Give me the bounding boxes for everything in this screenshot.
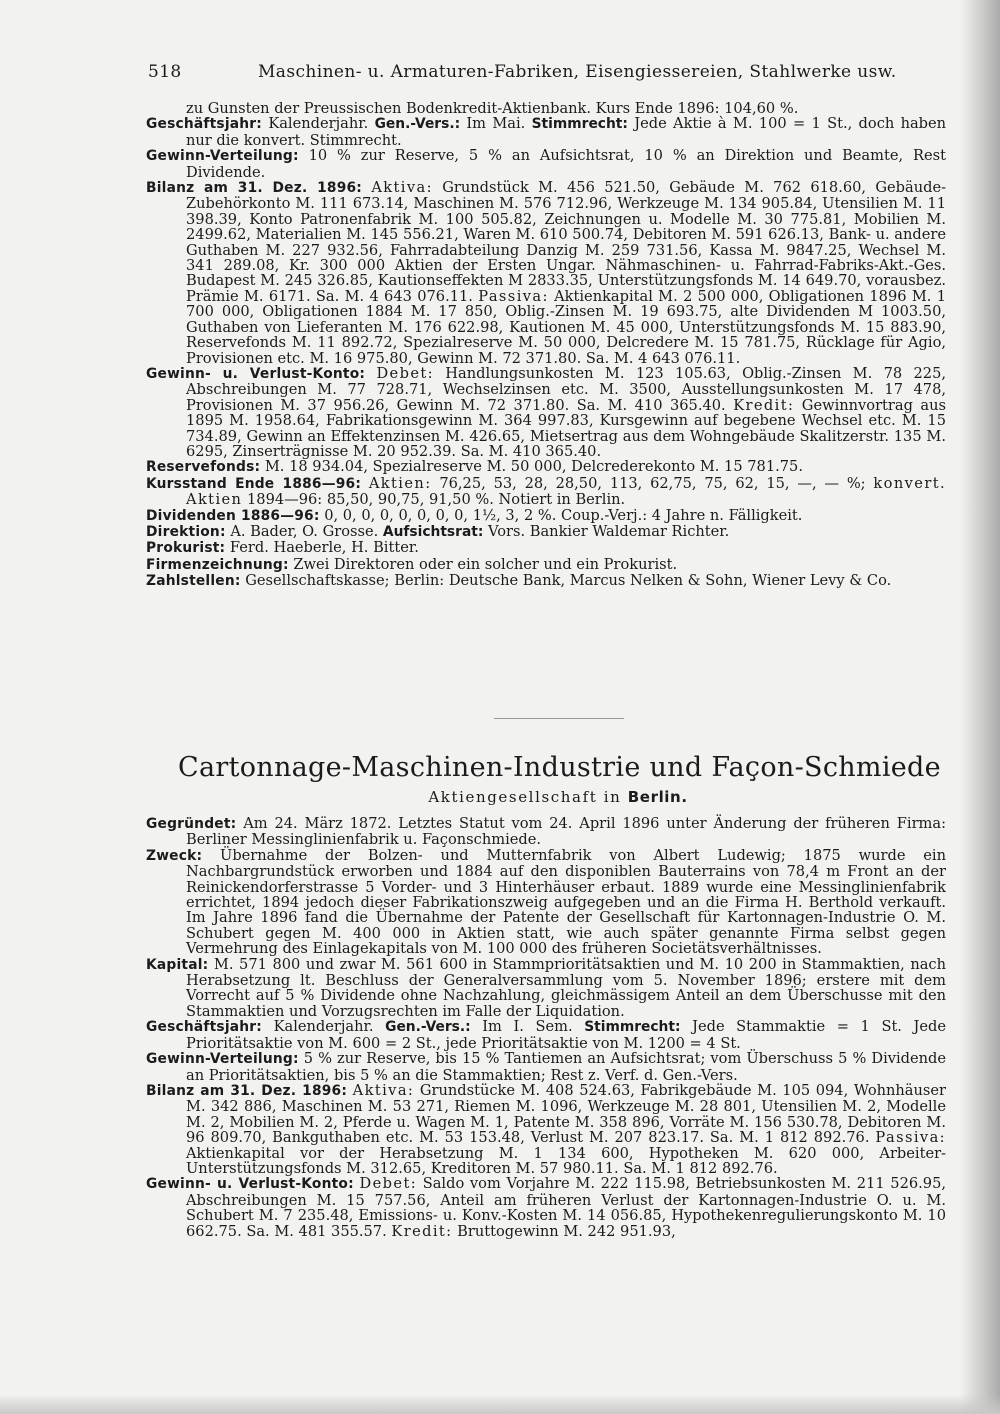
section-label: Zahlstellen: — [146, 573, 241, 590]
section-label: Kapital: — [146, 956, 209, 973]
section-zweck — [146, 848, 946, 957]
company-entry — [146, 816, 946, 1239]
section-label: Direktion: — [146, 523, 226, 540]
section-gewinn-verlust — [146, 366, 946, 459]
debet-text: Saldo vom Vorjahre M. 222 115.98, Betriebsunkosten M. 211 526.95, Abschreibungen M. 15 757.56, Anteil am früheren Verlust der Kartonnagen-Industrie O. u. M. Schubert M. 7 235.48, Emissions- u. Konv.-Kosten M. 14 056.85, Hypothekenregulierungskonto M. 10 662.75. Sa. M. 481 355.57. — [186, 1175, 946, 1240]
section-text: Im Mai. — [466, 115, 526, 133]
section-label: Gewinn- u. Verlust-Konto: — [146, 1176, 354, 1193]
aktien-label: Aktien: — [368, 474, 432, 492]
page-edge-shadow — [960, 0, 1000, 1414]
kredit-label: Kredit: — [733, 396, 795, 414]
konvert-label: konvert. Aktien — [186, 474, 947, 509]
konvert-text: 1894—96: 85,50, 90,75, 91,50 %. Notiert in Berlin. — [247, 491, 626, 509]
section-text: Jede Stammaktie = 1 St. Jede Prioritätsaktie von M. 600 = 2 St., jede Prioritätsaktie von M. 1200 = 4 St. — [186, 1018, 947, 1052]
section-firmenzeichnung — [146, 557, 946, 573]
section-geschaeftsjahr — [146, 116, 946, 148]
section-dividenden — [146, 508, 946, 524]
section-label: Gegründet: — [146, 816, 237, 832]
debet-label: Debet: — [359, 1175, 418, 1193]
company-city: Berlin. — [627, 788, 688, 806]
running-head — [148, 62, 897, 88]
aktiva-text: Grundstücke M. 408 524.63, Fabrikgebäude M. 105 094, Wohnhäuser M. 342 886, Maschinen M. 53 271, Riemen M. 1096, Werkzeuge M. 28 801, Utensilien M. 2, Modelle M. 2, Mobilien M. 2, Pferde u. Wagen M. 1, Patente M. 358 896, Vorräte M. 156 530.78, Debitoren M. 96 809.70, Bankguthaben etc. M. 53 153.48, Verlust M. 207 823.17. Sa. M. 1 812 892.76. — [186, 1081, 947, 1147]
section-text: Zwei Direktoren oder ein solcher und ein Prokurist. — [293, 555, 678, 573]
section-label: Prokurist: — [146, 540, 226, 557]
section-text: M. 571 800 und zwar M. 561 600 in Stammprioritätsaktien und M. 10 200 in Stammaktien, nach Herabsetzung lt. Beschluss der Generalversammlung vom 5. November 1896; erstere mit dem Vorrecht auf 5 % Dividende ohne Nachzahlung, gleichmässigem Anteil an dem Überschusse mit den Stammaktien und Vorzugsrechten im Falle der Liquidation. — [186, 955, 946, 1020]
section-sublabel: Stimmrecht: — [584, 1019, 681, 1036]
section-kursstand — [146, 476, 946, 508]
aktiva-label: Aktiva: — [352, 1081, 415, 1099]
section-text: Gesellschaftskasse; Berlin: Deutsche Bank, Marcus Nelken & Sohn, Wiener Levy & Co. — [245, 572, 892, 590]
section-label: Bilanz am 31. Dez. 1896: — [146, 180, 363, 197]
section-text: 5 % zur Reserve, bis 15 % Tantiemen an Aufsichtsrat; vom Überschuss 5 % Dividende an Prioritätsaktien, bis 5 % an die Stammaktien; Rest z. Verf. d. Gen.-Vers. — [186, 1050, 946, 1084]
section-text: 10 % zur Reserve, 5 % an Aufsichtsrat, 10 % an Direktion und Beamte, Rest Dividende. — [186, 147, 946, 181]
aktien-text: 76,25, 53, 28, 28,50, 113, 62,75, 75, 62, 15, —, — %; — [439, 474, 866, 492]
section-text: M. 18 934.04, Spezialreserve M. 50 000, Delcrederekonto M. 15 781.75. — [264, 458, 803, 476]
section-gegruendet — [146, 816, 946, 848]
section-kapital — [146, 957, 946, 1020]
section-gewinn-verlust — [146, 1176, 946, 1239]
company-title: Cartonnage-Maschinen-Industrie und Façon-Schmiede — [178, 752, 941, 783]
section-reservefonds — [146, 459, 946, 475]
section-gewinn-verteilung — [146, 1051, 946, 1083]
section-geschaeftsjahr — [146, 1019, 946, 1051]
intro-text: zu Gunsten der Preussischen Bodenkredit-Aktienbank. Kurs Ende 1896: 104,60 %. — [186, 100, 799, 117]
section-sublabel: Gen.-Vers.: — [385, 1019, 471, 1036]
section-label: Geschäftsjahr: — [146, 116, 262, 133]
page-bottom-shadow — [0, 1394, 1000, 1414]
section-text: Im I. Sem. — [482, 1018, 573, 1036]
section-sublabel: Stimmrecht: — [531, 116, 628, 133]
passiva-text: Aktienkapital vor der Herabsetzung M. 1 134 600, Hypotheken M. 620 000, Arbeiter-Unterstützungsfonds M. 312.65, Kreditoren M. 57 980.11. Sa. M. 1 812 892.76. — [186, 1144, 946, 1177]
section-text: Ferd. Haeberle, H. Bitter. — [229, 539, 419, 557]
debet-label: Debet: — [376, 364, 434, 382]
section-text: Kalenderjahr. — [268, 115, 369, 133]
kredit-text: Bruttogewinn M. 242 951.93, — [457, 1222, 676, 1240]
section-label: Zweck: — [146, 847, 203, 864]
section-label: Kursstand Ende 1886—96: — [146, 475, 362, 492]
previous-company-entry — [146, 101, 946, 590]
section-prokurist — [146, 540, 946, 556]
aktiva-text: Grundstück M. 456 521.50, Gebäude M. 762 618.60, Gebäude-Zubehörkonto M. 111 673.14, Maschinen M. 576 712.96, Werkzeuge M. 134 905.84, Utensilien M. 11 398.39, Konto Patronenfabrik M. 100 505.82, Zeichnungen u. Modelle M. 30 775.81, Mobilien M. 2499.62, Materialien M. 145 556.21, Waren M. 610 500.74, Debitoren M. 591 626.13, Bank- u. andere Guthaben M. 227 932.56, Fahrradabteilung Danzig M. 259 731.56, Kassa M. 9847.25, Wechsel M. 341 289.08, Kr. 300 000 Aktien der Ersten Ungar. Nähmaschinen- u. Fahrrad-Fabriks-Akt.-Ges. Budapest M. 245 326.85, Kautionseffekten M 2833.35, Unterstützungsfonds M. 14 649.70, vorausbez. Prämie M. 6171. Sa. M. 4 643 076.11. — [186, 179, 947, 305]
section-divider — [494, 718, 624, 719]
page-number: 518 — [148, 62, 182, 82]
section-text: Am 24. März 1872. Letztes Statut vom 24. April 1896 unter Änderung der früheren Firma: Berliner Messinglinienfabrik u. Façonschmiede. — [186, 815, 947, 849]
section-text: A. Bader, O. Grosse. — [230, 522, 379, 540]
page-header-title: Maschinen- u. Armaturen-Fabriken, Eisengiessereien, Stahlwerke usw. — [258, 62, 897, 82]
section-bilanz — [146, 180, 946, 366]
company-subtitle-text: Aktiengesellschaft in — [428, 788, 622, 806]
section-label: Gewinn-Verteilung: — [146, 148, 299, 165]
section-text: Jede Aktie à M. 100 = 1 St., doch haben nur die konvert. Stimmrecht. — [186, 115, 947, 149]
company-subtitle — [178, 788, 938, 806]
section-label: Reservefonds: — [146, 459, 261, 476]
section-label: Geschäftsjahr: — [146, 1019, 262, 1036]
passiva-label: Passiva: — [875, 1129, 946, 1147]
section-sublabel: Gen.-Vers.: — [374, 116, 461, 133]
section-zahlstellen — [146, 573, 946, 589]
section-label: Firmenzeichnung: — [146, 556, 289, 573]
section-text: 0, 0, 0, 0, 0, 0, 0, 0, 1½, 3, 2 %. Coup.-Verj.: 4 Jahre n. Fälligkeit. — [324, 506, 803, 524]
section-label: Dividenden 1886—96: — [146, 507, 320, 524]
section-bilanz — [146, 1083, 946, 1176]
section-label: Gewinn-Verteilung: — [146, 1051, 299, 1068]
passiva-label: Passiva: — [478, 287, 549, 305]
kredit-text: Gewinnvortrag aus 1895 M. 1958.64, Fabrikationsgewinn M. 364 997.83, Kursgewinn auf begebene Wechsel etc. M. 15 734.89, Gewinn an Effektenzinsen M. 426.65, Mietsertrag aus dem Wohngebäude Skalitzerstr. 135 M. 6295, Zinserträgnisse M. 20 952.39. Sa. M. 410 365.40. — [186, 396, 947, 460]
section-text: Vors. Bankier Waldemar Richter. — [488, 522, 730, 540]
debet-text: Handlungsunkosten M. 123 105.63, Oblig.-Zinsen M. 78 225, Abschreibungen M. 77 728.71, Wechselzinsen etc. M. 3500, Ausstellungsunkosten M. 17 478, Provisionen M. 37 956.26, Gewinn M. 72 371.80. Sa. M. 410 365.40. — [186, 364, 947, 414]
section-text: Übernahme der Bolzen- und Mutternfabrik von Albert Ludewig; 1875 wurde ein Nachbargrundstück erworben und 1884 auf den disponiblen Bauterrains von 78,4 m Front an der Reinickendorferstrasse 5 Vorder- und 3 Hinterhäuser erbaut. 1889 wurde eine Messinglinienfabrik errichtet, 1894 jedoch dieser Fabrikationszweig aufgegeben und an die Firma H. Berthold verkauft. Im Jahre 1896 fand die Übernahme der Patente der Gesellschaft für Kartonnagen-Industrie O. M. Schubert gegen M. 400 000 in Aktien statt, wie auch später genannte Firma selbst gegen Vermehrung des Einlagekapitals von M. 100 000 des früheren Societätsverhältnisses. — [186, 846, 946, 958]
kredit-label: Kredit: — [391, 1222, 453, 1240]
passiva-text: Aktienkapital M. 2 500 000, Obligationen 1896 M. 1 700 000, Obligationen 1884 M. 17 850, Oblig.-Zinsen M. 19 693.75, alte Dividenden M 1003.50, Guthaben von Lieferanten M. 176 622.98, Kautionen M. 45 000, Unterstützungsfonds M. 15 883.90, Reservefonds M. 11 892.72, Spezialreserve M. 50 000, Delcredere M. 15 781.75, Rücklage für Agio, Provisionen etc. M. 16 975.80, Gewinn M. 72 371.80. Sa. M. 4 643 076.11. — [186, 287, 947, 367]
section-label: Gewinn- u. Verlust-Konto: — [146, 365, 366, 382]
section-text: Kalenderjahr. — [273, 1018, 374, 1036]
section-sublabel: Aufsichtsrat: — [382, 523, 484, 540]
section-direktion — [146, 524, 946, 540]
section-gewinn-verteilung — [146, 148, 946, 180]
aktiva-label: Aktiva: — [371, 179, 433, 197]
section-label: Bilanz am 31. Dez. 1896: — [146, 1082, 348, 1099]
